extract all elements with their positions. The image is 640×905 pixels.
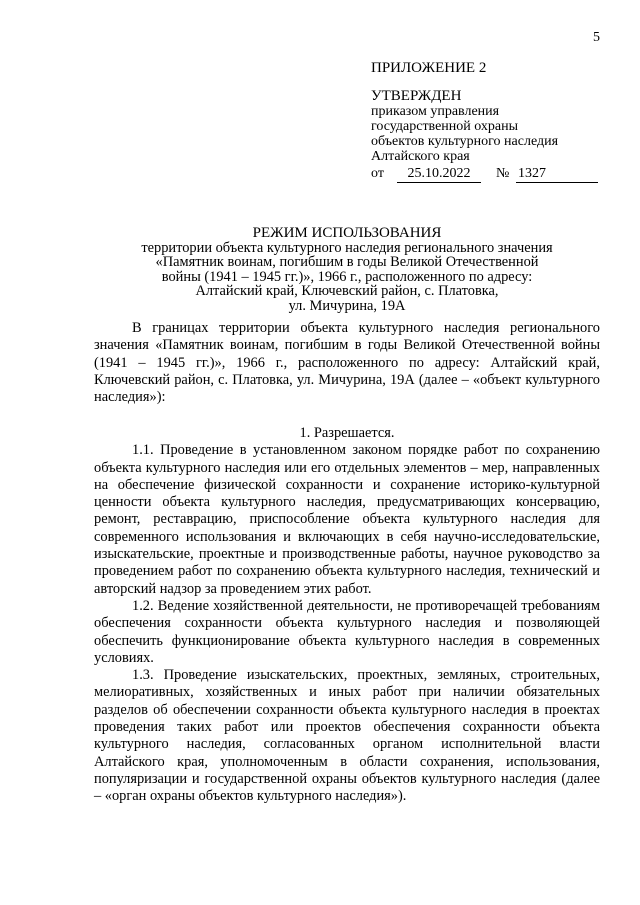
number-label: № (496, 166, 510, 181)
title-line: территории объекта культурного наследия регионального значения (141, 239, 553, 256)
order-row (371, 166, 558, 184)
approval-line: Алтайского края (371, 149, 470, 164)
clause-1-1: 1.1. Проведение в установленном законом порядке работ по сохранению объекта культурного наследия или его отдельных элементов – мер, направленных на обеспечение физической сохранности и сохранение историко-культурной ценности объекта культурного наследия, предусматривающих консервацию, ремонт, реставрацию, приспособление объекта культурного наследия для современного использования и включающих в себя научно-исследовательские, изыскательские, проектные и производственные работы, научное руководство за проведением работ по сохранению объекта культурного наследия, технический и авторский надзор за проведением этих работ. (94, 442, 600, 597)
title-line: ул. Мичурина, 19А (288, 297, 406, 314)
order-date: 25.10.2022 (397, 166, 481, 183)
section-1 (94, 425, 600, 806)
title-line: войны (1941 – 1945 гг.)», 1966 г., расположенного по адресу: (161, 268, 533, 285)
approval-line: государственной охраны (371, 119, 519, 134)
intro-paragraph-block (94, 320, 600, 406)
clause-1-2: 1.2. Ведение хозяйственной деятельности, не противоречащей требованиям обеспечения сохранности объекта культурного наследия и позволяющей обеспечить функционирование объекта культурного наследия в современных условиях. (94, 597, 600, 666)
title-line: «Памятник воинам, погибшим в годы Великой Отечественной (155, 254, 539, 270)
order-number: 1327 (516, 166, 598, 183)
title-line: Алтайский край, Ключевский район, с. Платовка, (195, 283, 499, 299)
approved-label: УТВЕРЖДЕН (371, 88, 462, 104)
document-title (92, 226, 602, 313)
intro-paragraph: В границах территории объекта культурного наследия регионального значения «Памятник воинам, погибшим в годы Великой Отечественной войны (1941 – 1945 гг.)», 1966 г., расположенного по адресу: Алтайский край, Ключевский район, с. Платовка, ул. Мичурина, 19А (далее – «объект культурного наследия»): (94, 320, 600, 406)
section-heading: 1. Разрешается. (299, 425, 395, 441)
approval-line: объектов культурного наследия (371, 134, 559, 149)
clause-1-3: 1.3. Проведение изыскательских, проектных, земляных, строительных, мелиоративных, хозяйственных и иных работ при наличии обязательных разделов об обеспечении сохранности объекта культурного наследия в проектах проведения таких работ или проектов обеспечения сохранности объекта культурного наследия, согласованных органом исполнительной власти Алтайского края, уполномоченным в области сохранения, использования, популяризации и государственной охраны объектов культурного наследия (далее – «орган охраны объектов культурного наследия»). (94, 667, 600, 805)
from-label: от (371, 166, 384, 181)
page-number: 5 (593, 30, 600, 45)
approval-block (371, 60, 558, 184)
appendix-label: ПРИЛОЖЕНИЕ 2 (371, 60, 487, 76)
title-heading: РЕЖИМ ИСПОЛЬЗОВАНИЯ (252, 225, 442, 241)
approval-line: приказом управления (371, 104, 500, 119)
